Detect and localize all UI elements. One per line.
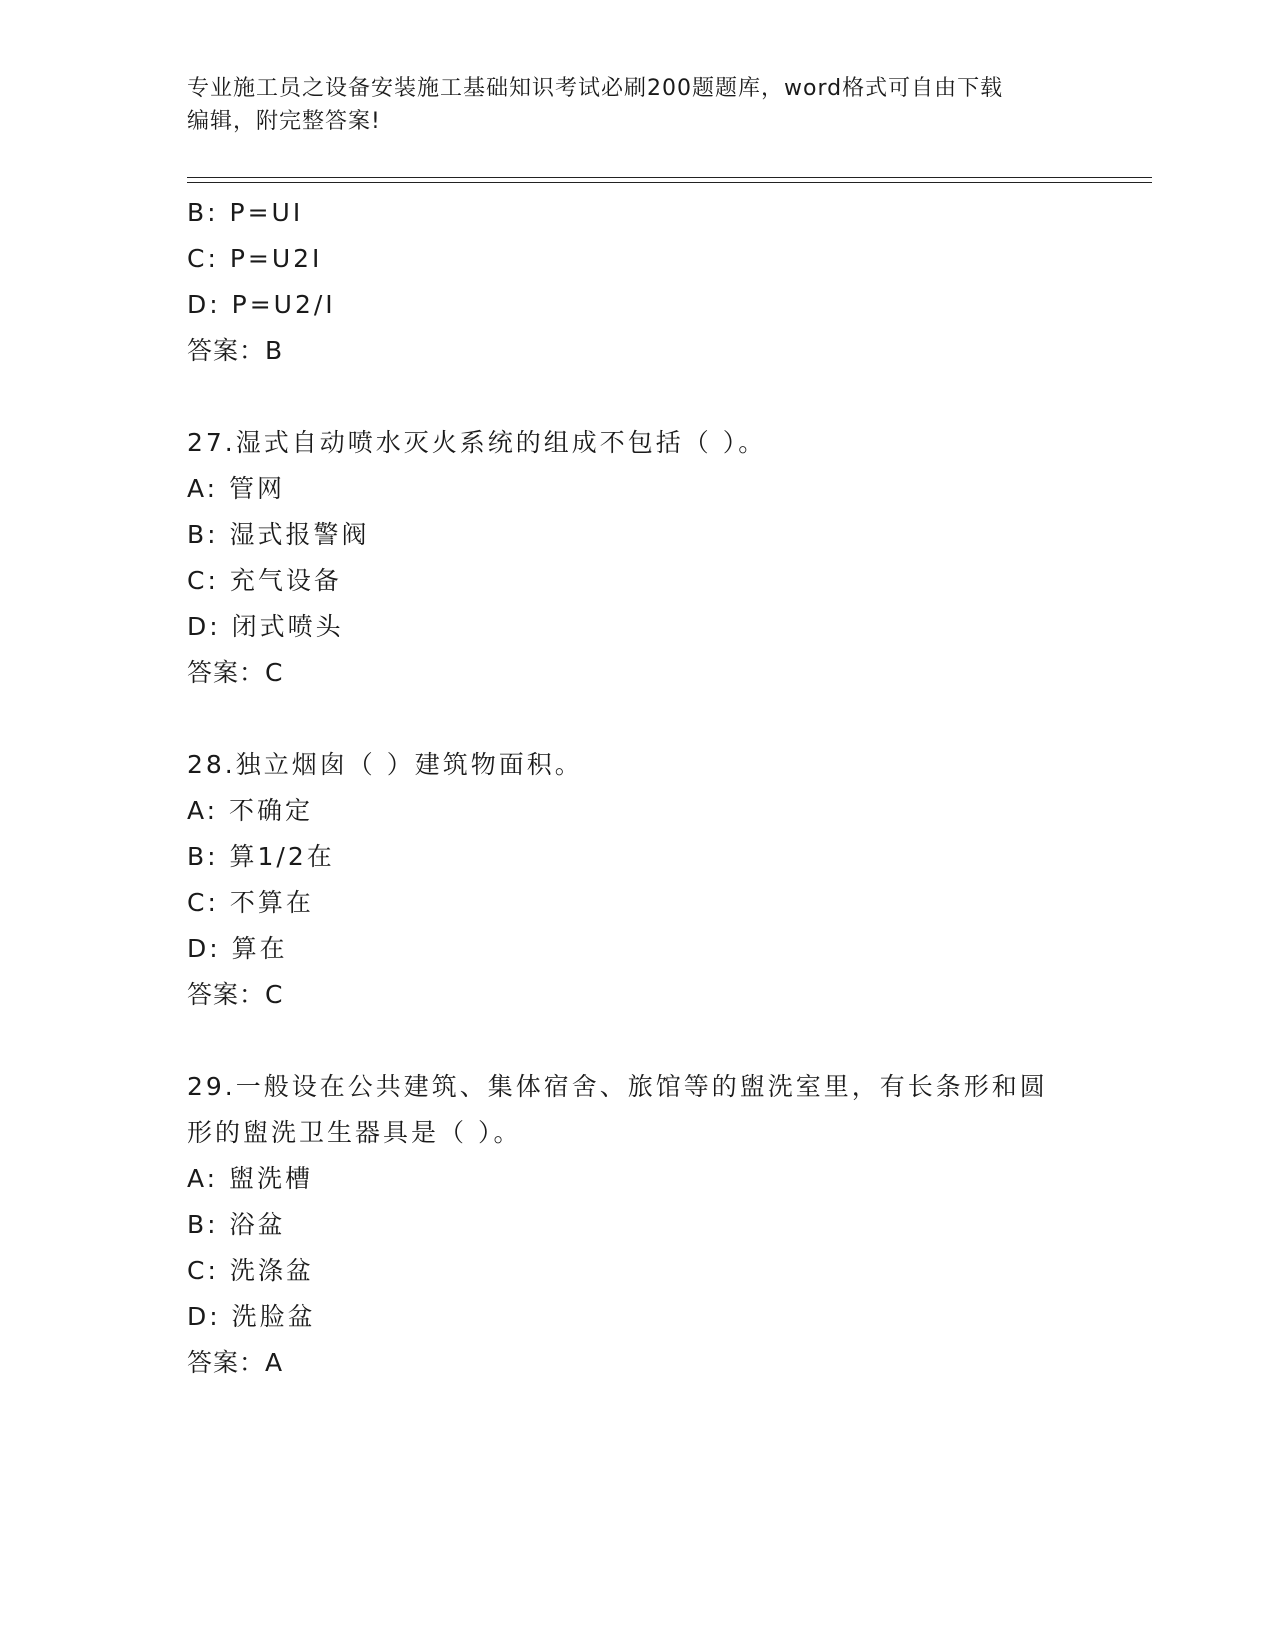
- spacer: [187, 374, 1087, 420]
- question-list: [187, 190, 1087, 1386]
- question-stem: 28.独立烟囱（ ）建筑物面积。: [187, 750, 583, 779]
- option-b: B: 算1/2在: [187, 842, 335, 871]
- option-c: C: P=U2I: [187, 244, 323, 273]
- answer: 答案：C: [187, 658, 284, 687]
- option-b: B: P=UI: [187, 198, 304, 227]
- header-title-line1: 专业施工员之设备安装施工基础知识考试必刷200题题库，word格式可自由下载: [187, 76, 1004, 101]
- option-c: C: 洗涤盆: [187, 1256, 314, 1285]
- option-d: D: 算在: [187, 934, 288, 963]
- option-b: B: 浴盆: [187, 1210, 286, 1239]
- question-stem: 27.湿式自动喷水灭火系统的组成不包括（ ）。: [187, 428, 767, 457]
- spacer: [187, 1018, 1087, 1064]
- header-title-line2: 编辑，附完整答案!: [187, 109, 381, 134]
- spacer: [187, 696, 1087, 742]
- option-a: A: 盥洗槽: [187, 1164, 314, 1193]
- question-27: [187, 420, 1087, 696]
- option-a: A: 管网: [187, 474, 286, 503]
- option-c: C: 不算在: [187, 888, 314, 917]
- option-d: D: 闭式喷头: [187, 612, 344, 641]
- option-a: A: 不确定: [187, 796, 314, 825]
- question-26-continued: [187, 190, 1087, 374]
- header-divider-top: [187, 177, 1152, 178]
- answer: 答案：B: [187, 336, 284, 365]
- answer: 答案：A: [187, 1348, 284, 1377]
- question-29: [187, 1064, 1087, 1386]
- option-b: B: 湿式报警阀: [187, 520, 370, 549]
- question-stem-line1: 29.一般设在公共建筑、集体宿舍、旅馆等的盥洗室里，有长条形和圆: [187, 1072, 1048, 1101]
- option-d: D: P=U2/I: [187, 290, 336, 319]
- question-stem-line2: 形的盥洗卫生器具是（ ）。: [187, 1118, 522, 1147]
- option-c: C: 充气设备: [187, 566, 342, 595]
- option-d: D: 洗脸盆: [187, 1302, 316, 1331]
- header-divider-bottom: [187, 182, 1152, 183]
- page-header: [187, 72, 1067, 138]
- answer: 答案：C: [187, 980, 284, 1009]
- question-28: [187, 742, 1087, 1018]
